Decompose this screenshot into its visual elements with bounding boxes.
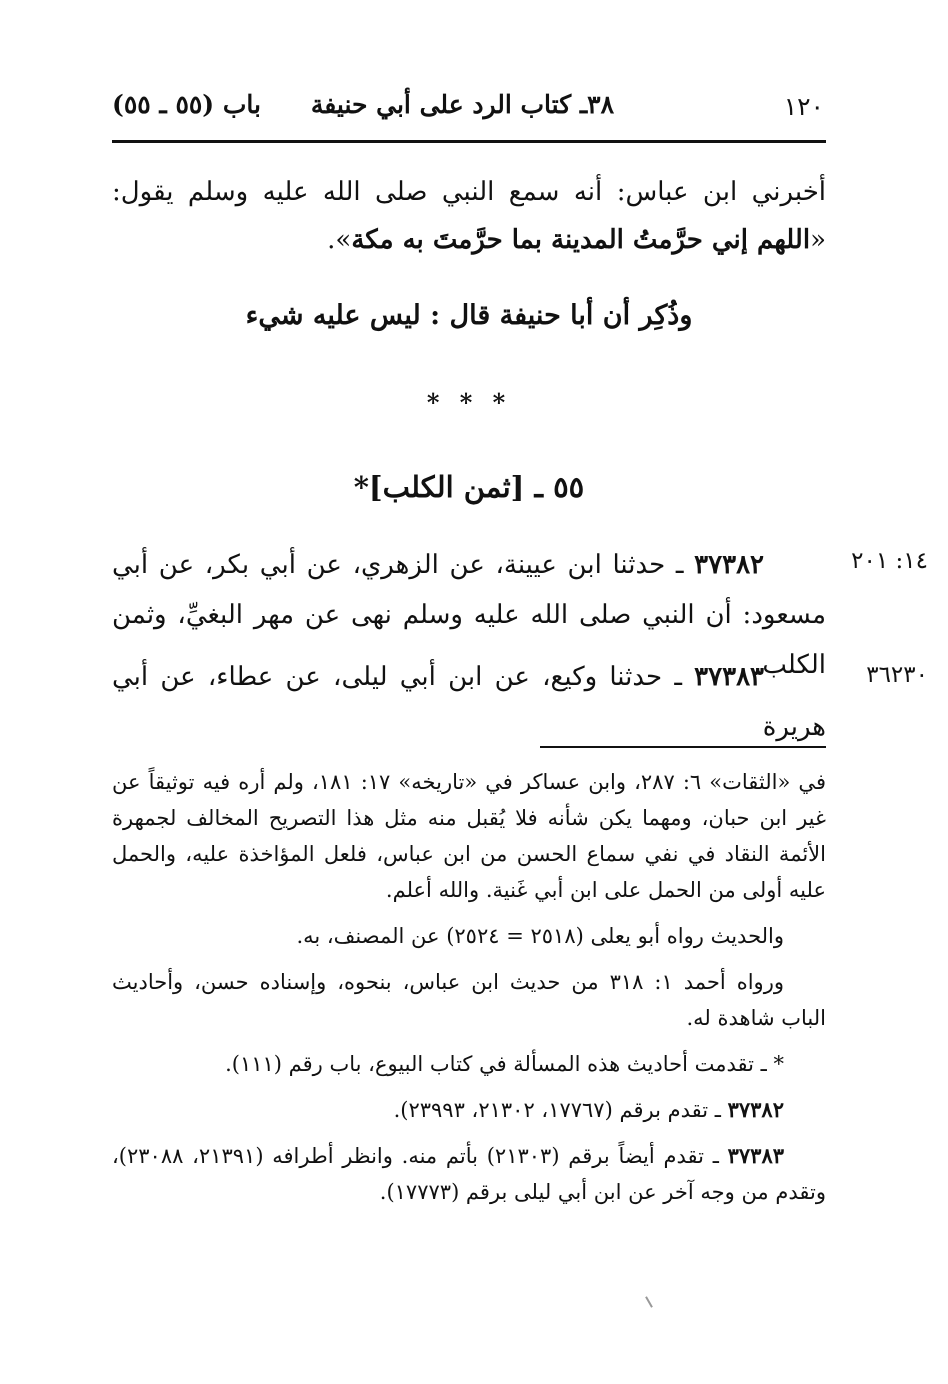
hadith-paragraph <box>112 652 826 752</box>
footnote-paragraph: والحديث رواه أبو يعلى (٢٥١٨ = ٢٥٢٤) عن المصنف، به. <box>296 924 784 948</box>
footnote-rule <box>540 746 826 748</box>
hadith-text: ـ حدثنا ابن عيينة، عن الزهري، عن أبي بكر، عن أبي مسعود: أن النبي صلى الله عليه وسلم نهى عن مهر البغيِّ، وثمن الكلب. <box>112 550 826 680</box>
intro-text: أخبرني ابن عباس: أنه سمع النبي صلى الله عليه وسلم يقول: « <box>112 177 826 255</box>
hadith-ref: ١٤: ٢٠١ <box>851 548 928 574</box>
hadith-text: ـ حدثنا وكيع، عن ابن أبي ليلى، عن عطاء، عن أبي هريرة <box>112 662 826 742</box>
footnote-number: ٣٧٣٨٢ <box>727 1097 784 1122</box>
footnote-paragraph <box>112 1138 826 1210</box>
scan-mark <box>645 1296 653 1307</box>
chapter-heading: ٥٥ ـ [ثمن الكلب]* <box>353 470 585 504</box>
footnote-paragraph: في «الثقات» ٦: ٢٨٧، وابن عساكر في «تاريخه» ١٧: ١٨١، ولم أره فيه توثيقاً عن غير ابن حبان، ومهما يكن شأنه فلا يُقبل منه مثل هذا التصريح المخالف لجمهرة الأئمة النقاد في نفي سماع الحسن من ابن عباس، فلعل المؤاخذة عليه، والحمل عليه أولى من الحمل على ابن أبي غَنية. والله أعلم. <box>112 770 826 902</box>
running-header <box>112 88 824 130</box>
abu-hanifa-note: وذُكِر أن أبا حنيفة قال : ليس عليه شيء <box>245 300 693 331</box>
intro-quote: اللهم إني حرَّمتُ المدينة بما حرَّمتَ به مكة <box>351 225 811 255</box>
section-separator: * * * <box>426 388 512 417</box>
footnote-paragraph <box>112 1092 826 1128</box>
footnote-text: ـ تقدم برقم (١٧٧٦٧، ٢١٣٠٢، ٢٣٩٩٣). <box>393 1098 728 1122</box>
chapter-range: باب (٥٥ ـ ٥٥) <box>112 90 261 119</box>
hadith-number: ٣٧٣٨٣ <box>694 662 764 692</box>
footnote-paragraph: ورواه أحمد ١: ٣١٨ من حديث ابن عباس، بنحوه، وإسناده حسن، وأحاديث الباب شاهدة له. <box>112 970 826 1030</box>
intro-paragraph <box>112 168 826 264</box>
intro-end: ». <box>327 225 352 255</box>
page-number: ١٢٠ <box>783 92 824 121</box>
hadith-ref: ٣٦٢٣٠ <box>866 662 928 688</box>
footnote-text: ـ تقدم أيضاً برقم (٢١٣٠٣) بأتم منه. وانظر أطرافه (٢١٣٩١، ٢٣٠٨٨)، وتقدم من وجه آخر عن ابن أبي ليلى برقم (١٧٧٧٣). <box>112 1144 826 1204</box>
book-title: ٣٨ـ كتاب الرد على أبي حنيفة <box>310 90 614 119</box>
hadith-number: ٣٧٣٨٢ <box>694 550 764 580</box>
footnote-paragraph: * ـ تقدمت أحاديث هذه المسألة في كتاب البيوع، باب رقم (١١١). <box>225 1052 784 1076</box>
footnotes <box>112 764 826 1220</box>
footnote-number: ٣٧٣٨٣ <box>727 1143 785 1168</box>
header-rule <box>112 140 826 143</box>
